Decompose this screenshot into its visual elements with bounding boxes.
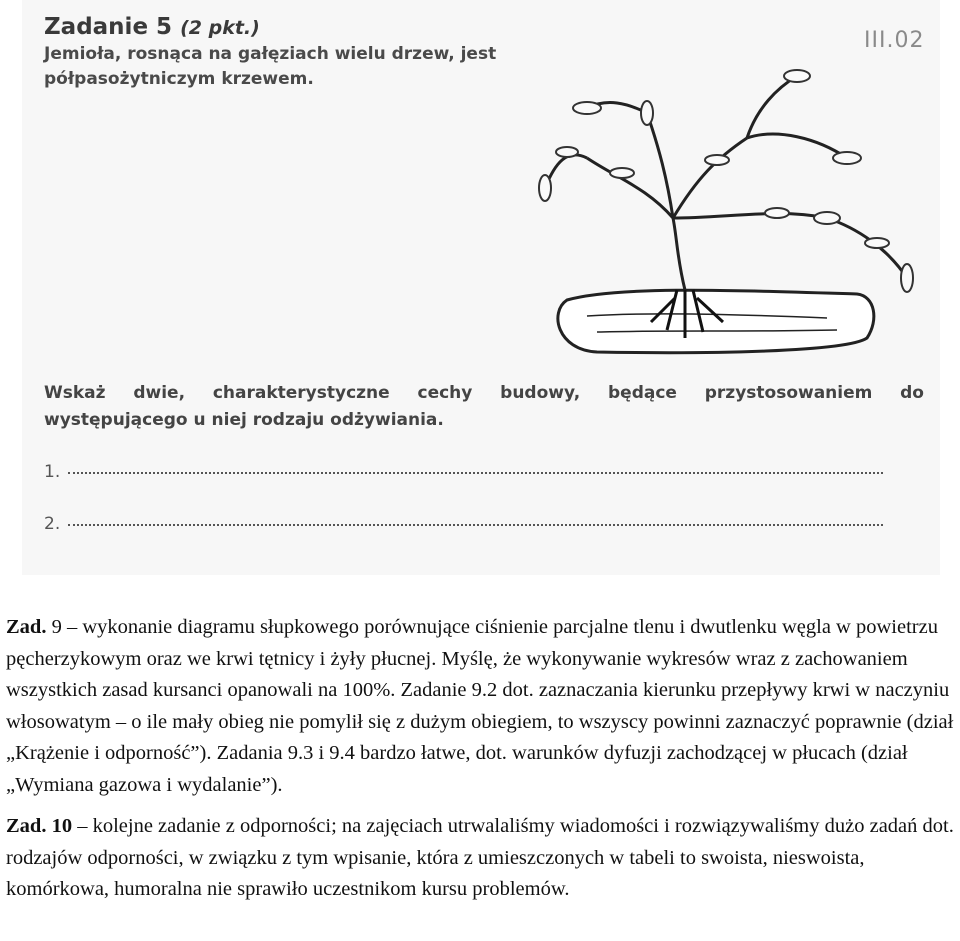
commentary-notes	[6, 612, 954, 906]
answer-line-1	[44, 462, 883, 482]
task-intro-line-1: Jemioła, rosnąca na gałęziach wielu drzew, jest	[44, 44, 497, 64]
task-points: (2 pkt.)	[180, 17, 260, 39]
answer-1-dotted-line	[68, 471, 883, 474]
note-task-9-label: Zad.	[6, 616, 47, 638]
note-task-9-number: 9	[51, 616, 62, 638]
task-intro	[44, 42, 564, 92]
host-branch	[558, 290, 874, 352]
note-task-10-label: Zad. 10	[6, 815, 73, 837]
answer-line-2	[44, 514, 883, 534]
note-task-9	[6, 612, 954, 801]
task-title	[44, 14, 260, 40]
task-question	[44, 380, 924, 434]
answer-2-dotted-line	[68, 523, 883, 526]
task-question-line-1: Wskaż dwie, charakterystyczne cechy budowy, będące przystosowaniem do	[44, 383, 924, 403]
task-title-text: Zadanie 5	[44, 14, 173, 40]
handwritten-corner-mark: III.02	[864, 28, 925, 53]
answer-1-number: 1.	[44, 462, 61, 482]
note-task-9-text: – wykonanie diagramu słupkowego porównujące ciśnienie parcjalne tlenu i dwutlenku węgla w powietrzu pęcherzykowym oraz we krwi tętnicy i żyły płucnej. Myślę, że wykonywanie wykresów wraz z zachowaniem wszystkich zasad kursanci opanowali na 100%. Zadanie 9.2 dot. zaznaczania kierunku przepływy krwi w naczyniu włosowatym – o ile mały obieg nie pomylił się z dużym obiegiem, to wszyscy powinni zaznaczyć poprawnie (dział „Krążenie i odporność”). Zadania 9.3 i 9.4 bardzo łatwe, dot. warunków dyfuzji zachodzącej w płucach (dział „Wymiana gazowa i wydalanie”).	[6, 616, 954, 796]
note-task-10	[6, 811, 954, 906]
answer-2-number: 2.	[44, 514, 61, 534]
task-intro-line-2: półpasożytniczym krzewem.	[44, 69, 314, 89]
mistletoe-illustration	[527, 68, 927, 368]
task-question-line-2: występującego u niej rodzaju odżywiania.	[44, 410, 444, 430]
mistletoe-leaves	[539, 70, 913, 292]
note-task-10-text: – kolejne zadanie z odporności; na zajęciach utrwalaliśmy wiadomości i rozwiązywaliśmy dużo zadań dot. rodzajów odporności, w związku z tym wpisanie, która z umieszczonych w tabeli to swoista, nieswoista, komórkowa, humoralna nie sprawiło uczestnikom kursu problemów.	[6, 815, 954, 900]
scanned-exam-excerpt	[22, 0, 940, 575]
